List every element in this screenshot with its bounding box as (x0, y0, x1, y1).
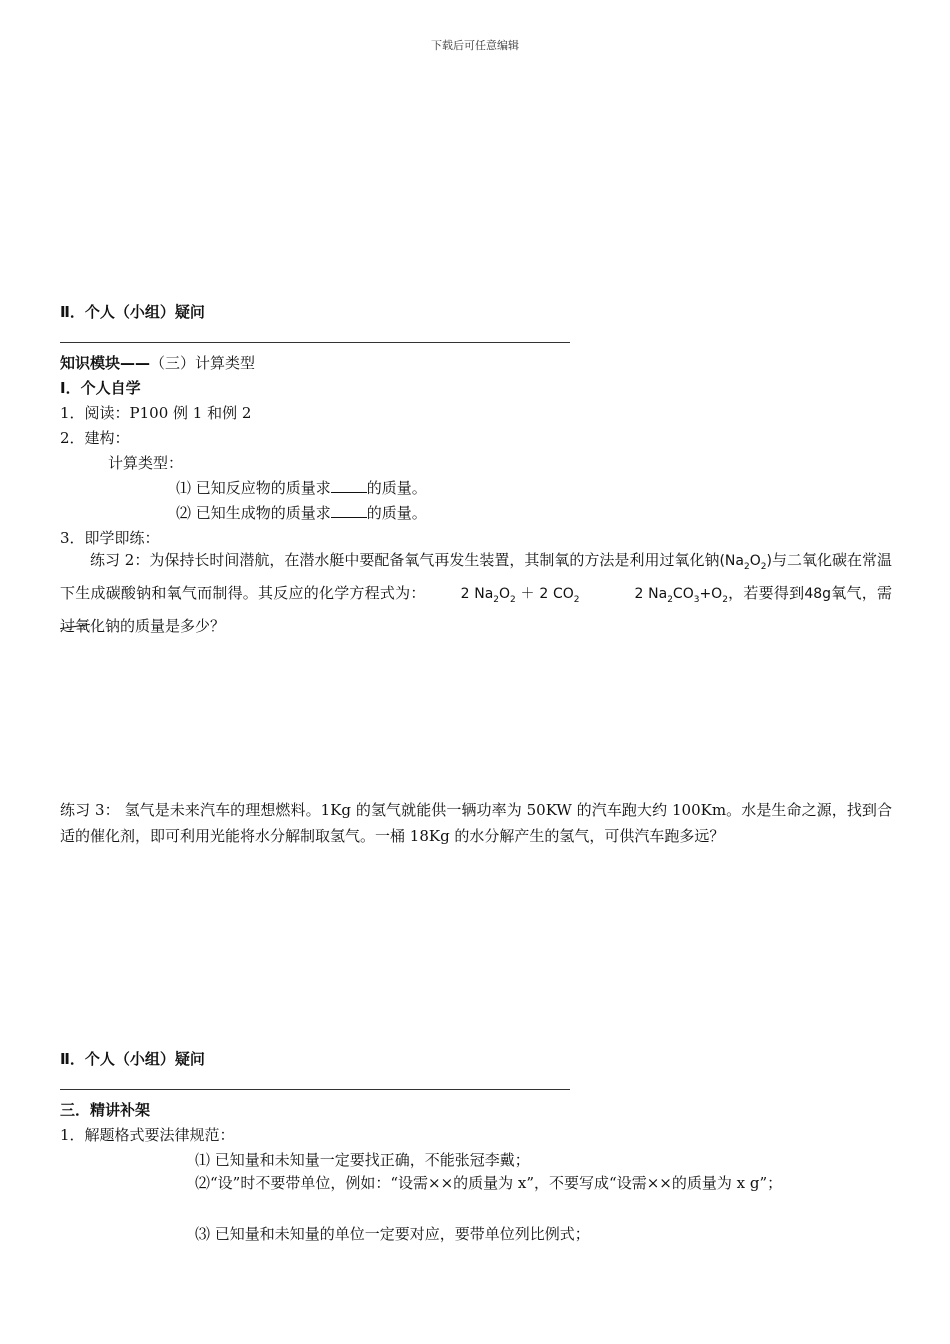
ex2-text-b: 与二氧化碳在常温下生成碳酸钠和氧气而制得。其反应的化学方程式为： (60, 551, 892, 602)
answer-line-1 (60, 342, 570, 343)
item-1-reading: 1．阅读：P100 例 1 和例 2 (60, 404, 252, 422)
calc-type-1-suffix: 的质量。 (366, 479, 427, 497)
self-study-heading: Ⅰ．个人自学 (60, 379, 141, 397)
blank-1 (331, 478, 367, 493)
ex2-text-a: 练习 2：为保持长时间潜航，在潜水艇中要配备氧气再发生装置，其制氧的方法是利用过氧化钠 (90, 551, 720, 569)
rule-2: ⑵“设”时不要带单位，例如：“设需××的质量为 x”，不要写成“设需××的质量为 x g”； (195, 1174, 783, 1192)
module-title (60, 352, 255, 373)
calc-type-2-suffix: 的质量。 (366, 504, 427, 522)
calc-type-2-prefix: ⑵ 已知生成物的质量求 (176, 504, 331, 522)
rule-1: ⑴ 已知量和未知量一定要找正确，不能张冠李戴； (195, 1151, 530, 1169)
exercise-3: 练习 3： 氢气是未来汽车的理想燃料。1Kg 的氢气就能供一辆功率为 50KW 的汽车跑大约 100Km。水是生命之源，找到合适的催化剂，即可利用光能将水分解制取氢气。一桶 18Kg 的水分解产生的氢气，可供汽车跑多远？ (60, 801, 892, 845)
item-2-construct: 2．建构： (60, 429, 130, 447)
exercise-2 (60, 547, 892, 639)
calc-type-1 (176, 477, 427, 498)
section-3-heading: 三．精讲补架 (60, 1101, 151, 1119)
section-questions-1: Ⅱ．个人（小组）疑问 (60, 303, 205, 321)
answer-line-2 (60, 1089, 570, 1090)
page-header: 下载后可任意编辑 (431, 39, 519, 52)
equation-right: 2 $Na_2CO_3+O_2$ (634, 585, 728, 605)
item-3-practice: 3．即学即练： (60, 529, 160, 547)
module-title-bold: 知识模块—— (60, 354, 151, 372)
formula-na2o2: $(Na_2O_2)$ (719, 553, 772, 572)
ex2-mass: 48g (804, 585, 832, 602)
ex2-struck-text: 过氧 (60, 616, 91, 635)
module-title-rest: （三）计算类型 (150, 354, 256, 372)
calc-type-1-prefix: ⑴ 已知反应物的质量求 (176, 479, 331, 497)
calc-type-2 (176, 502, 427, 523)
ex2-text-d: 氧气，需 (831, 583, 892, 602)
calc-types-label: 计算类型： (108, 454, 184, 472)
blank-2 (331, 503, 367, 518)
ex2-text-c: ，若要得到 (727, 583, 805, 602)
section-3-item-1: 1．解题格式要法律规范： (60, 1126, 235, 1144)
equation-left: 2 $Na_2O_2 + 2$ $CO_2$ (460, 585, 580, 605)
section-questions-2: Ⅱ．个人（小组）疑问 (60, 1050, 205, 1068)
rule-3: ⑶ 已知量和未知量的单位一定要对应，要带单位列比例式； (195, 1225, 590, 1243)
ex2-text-e: 化钠的质量是多少？ (90, 616, 226, 635)
